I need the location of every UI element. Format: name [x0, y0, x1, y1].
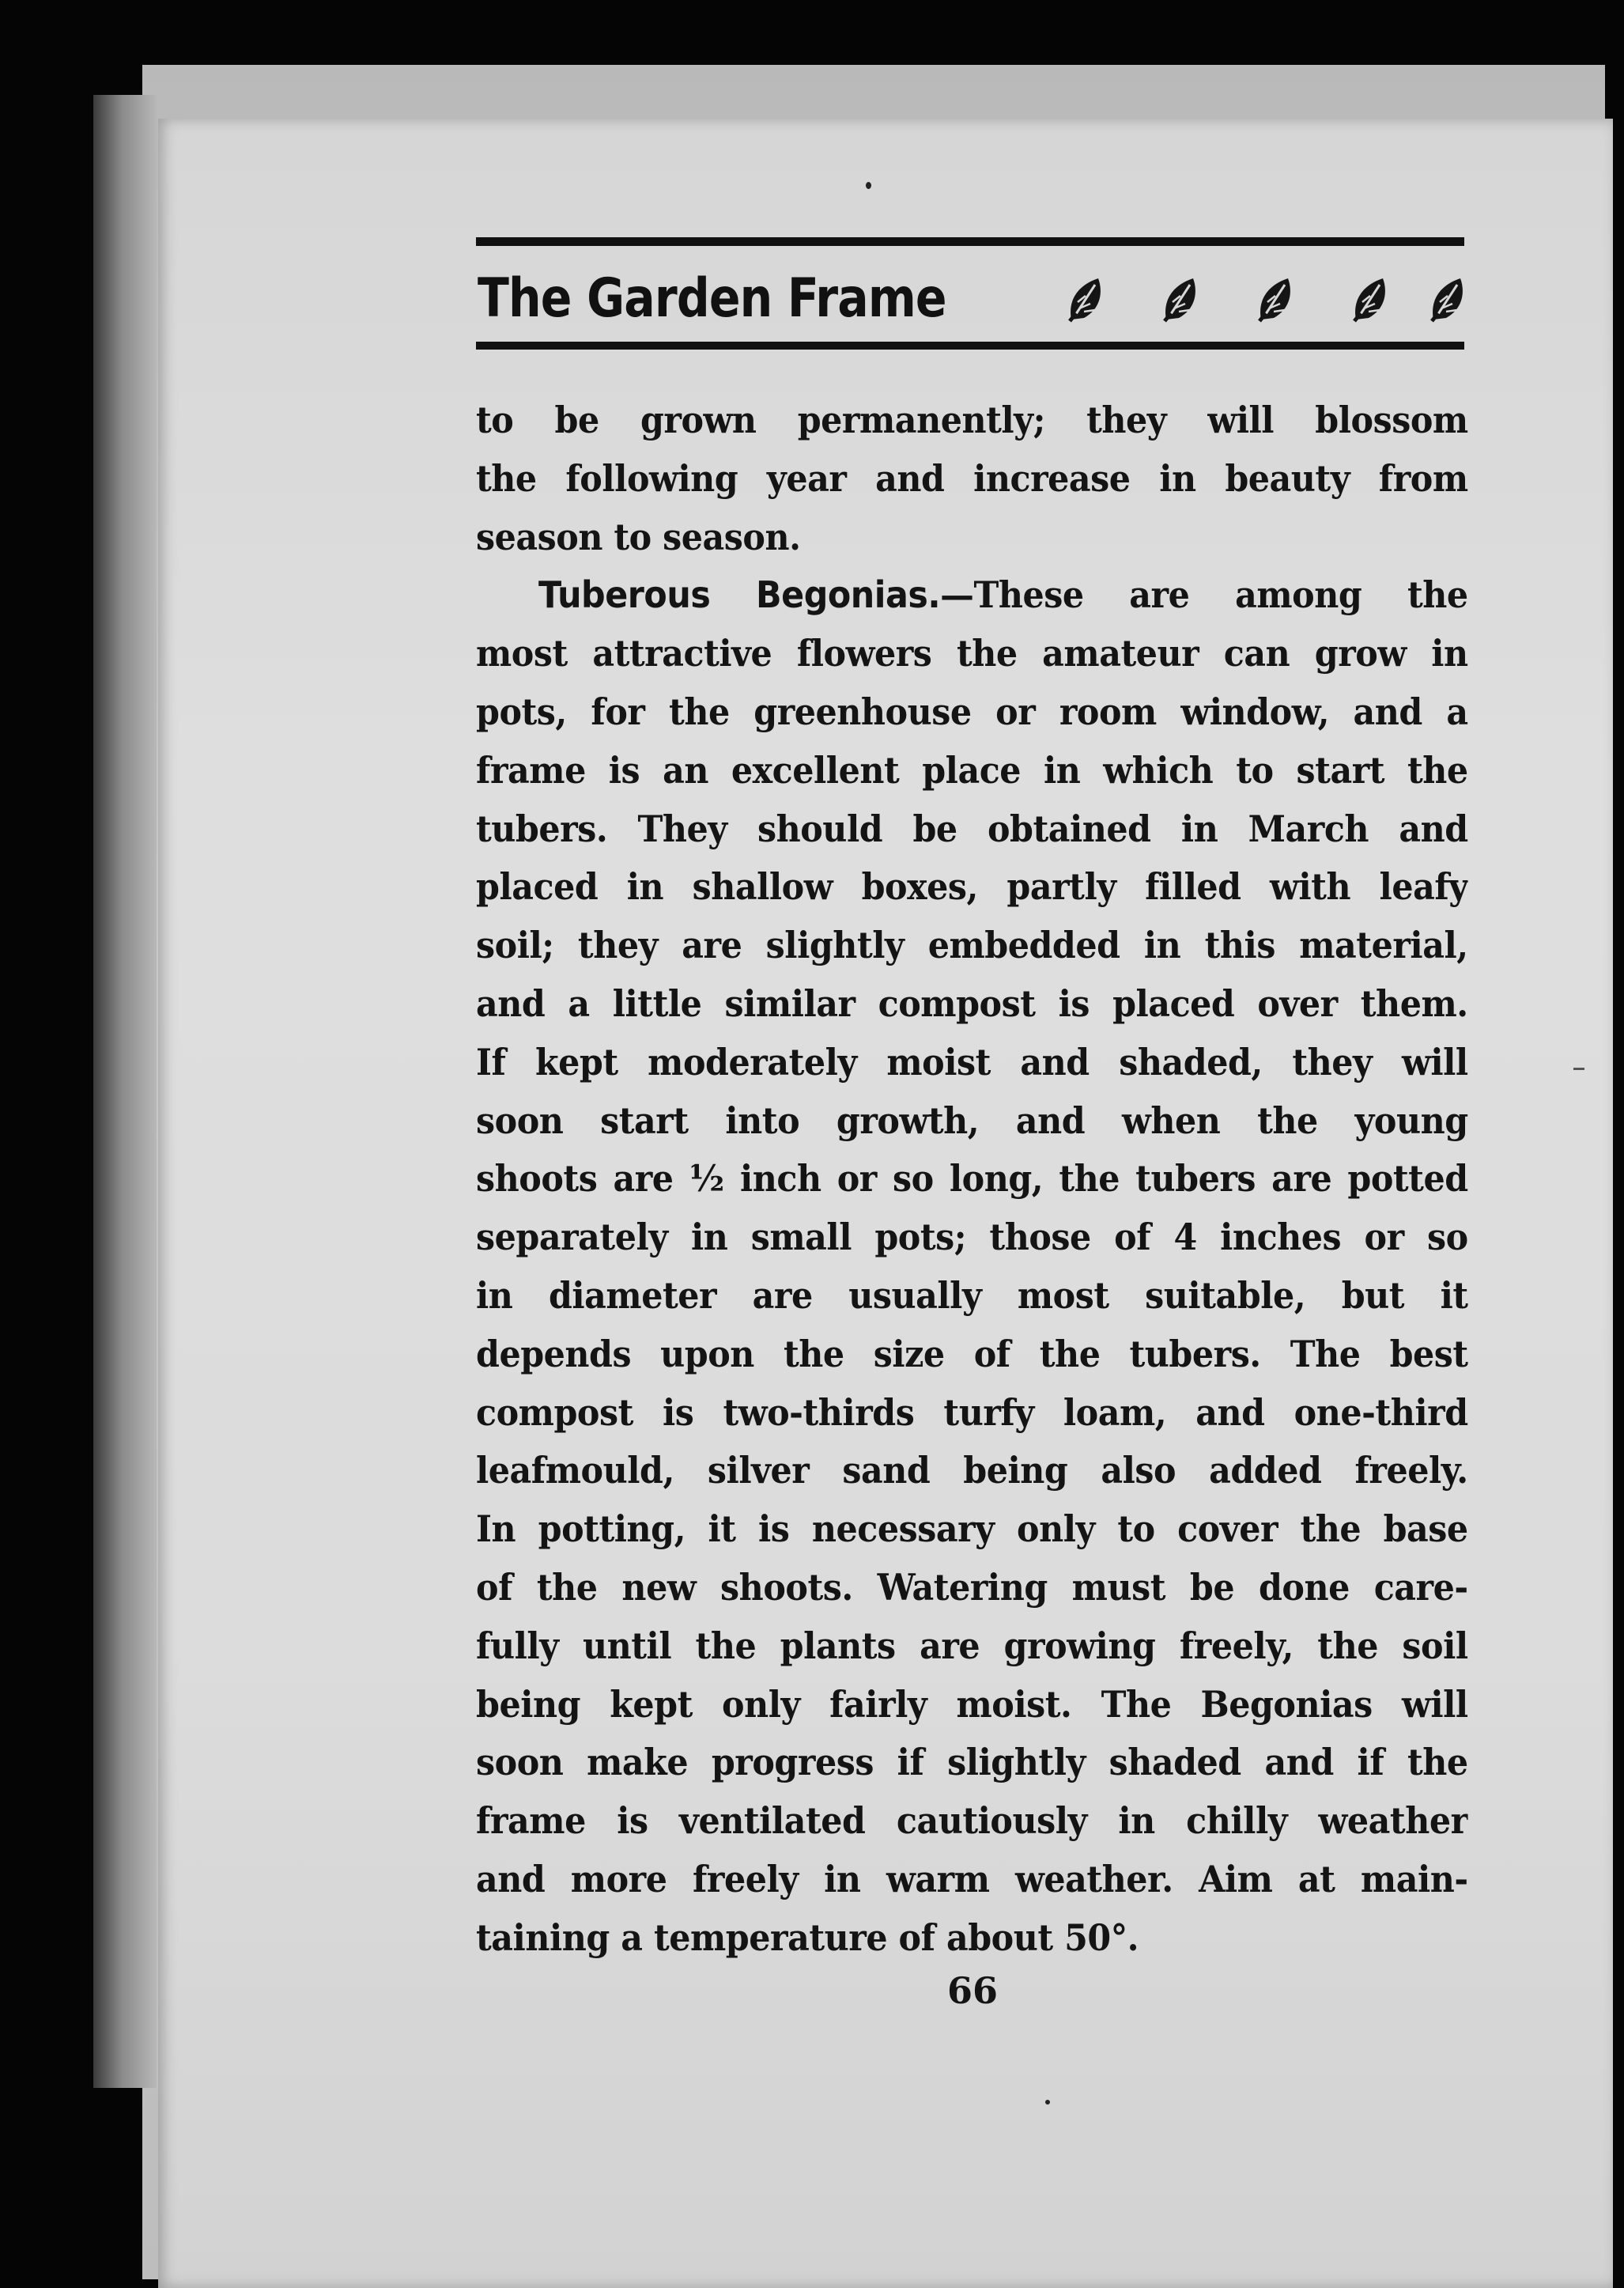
text-line: and a little similar compost is placed over them. [476, 981, 1468, 1025]
text-line: If kept moderately moist and shaded, they will [476, 1040, 1468, 1083]
text-line: pots, for the greenhouse or room window, and a [476, 690, 1468, 733]
text-line: frame is an excellent place in which to start the [476, 748, 1468, 792]
print-speck [1573, 1068, 1584, 1070]
print-speck [1045, 2100, 1050, 2105]
header-rule-top [476, 237, 1464, 246]
subhead-continuation: —These are among the [940, 573, 1468, 617]
page-number: 66 [946, 1969, 998, 2012]
running-head [478, 267, 1466, 338]
text-line: the following year and increase in beauty from [476, 456, 1468, 500]
text-line: leafmould, silver sand being also added freely. [476, 1449, 1468, 1492]
text-line: tubers. They should be obtained in March and [476, 807, 1468, 850]
text-line: In potting, it is necessary only to cover the base [476, 1507, 1468, 1551]
text-line: soil; they are slightly embedded in this material, [476, 924, 1468, 967]
text-line: soon make progress if slightly shaded and if the [476, 1741, 1468, 1784]
text-line: depends upon the size of the tubers. The best [476, 1332, 1468, 1375]
leaf-ornaments [1067, 275, 1470, 331]
text-line: in diameter are usually most suitable, but it [476, 1273, 1468, 1317]
text-line: most attractive flowers the amateur can grow in [476, 632, 1468, 675]
leaf-ornament-icon [1351, 275, 1392, 324]
text-line: separately in small pots; those of 4 inches or so [476, 1216, 1468, 1259]
leaf-ornament-icon [1429, 275, 1470, 324]
leaf-ornament-icon [1161, 275, 1203, 324]
text-line: taining a temperature of about 50°. [476, 1915, 1139, 1959]
text-line: and more freely in warm weather. Aim at main- [476, 1857, 1468, 1900]
running-head-title: The Garden Frame [478, 267, 946, 330]
text-line: soon start into growth, and when the young [476, 1099, 1468, 1142]
leaf-ornament-icon [1067, 275, 1108, 324]
text-line: of the new shoots. Watering must be done care- [476, 1565, 1468, 1609]
text-line: placed in shallow boxes, partly filled with leafy [476, 865, 1468, 909]
text-line: being kept only fairly moist. The Begonias will [476, 1682, 1468, 1726]
text-line: to be grown permanently; they will blossom [476, 399, 1468, 441]
text-line: fully until the plants are growing freely, the soil [476, 1624, 1468, 1667]
section-subhead: Tuberous Begonias. [538, 573, 941, 617]
body-text [476, 391, 1468, 1968]
text-line: shoots are ½ inch or so long, the tubers are potted [476, 1157, 1468, 1201]
print-speck [866, 182, 871, 189]
leaf-ornament-icon [1256, 275, 1297, 324]
header-rule-bottom [476, 342, 1464, 350]
text-line-subhead [476, 566, 1468, 625]
page-gutter-edge [93, 95, 157, 2088]
text-line: season to season. [476, 515, 801, 558]
text-line: compost is two-thirds turfy loam, and one-third [476, 1390, 1468, 1434]
text-line: frame is ventilated cautiously in chilly weather [476, 1799, 1468, 1843]
